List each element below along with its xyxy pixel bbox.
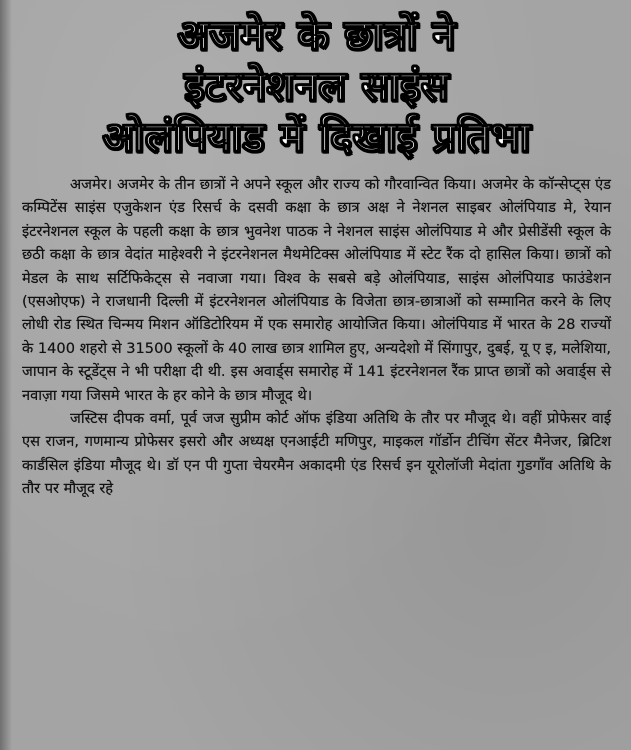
headline-line-3: ओलंपियाड में दिखाई प्रतिभा (102, 113, 531, 161)
article-paragraph-1: अजमेर। अजमेर के तीन छात्रों ने अपने स्कूल और राज्य को गौरवान्वित किया। अजमेर के कॉन्सेप्ट्स एंड कम्पिटेंस साइंस एजुकेशन एंड रिसर्च के दसवी कक्षा के छात्र अक्ष ने नेशनल साइबर ओलंपियाड मे, रेयान इंटरनेशनल स्कूल के पहली कक्षा के छात्र भुवनेश पाठक ने नेशनल साइंस ओलंपियाड मे और प्रेसीडेंसी स्कूल के छठी कक्षा के छात्र वेदांत माहेश्वरी ने इंटरनेशनल मैथमेटिक्स ओलंपियाड में स्टेट रैंक दो हासिल किया। छात्रों को मेडल के साथ सर्टिफिकेट्स से नवाजा गया। विश्व के सबसे बड़े ओलंपियाड, साइंस ओलंपियाड फाउंडेशन (एसओएफ) ने राजधानी दिल्ली में इंटरनेशनल ओलंपियाड के विजेता छात्र-छात्राओं को सम्मानित करने के लिए लोधी रोड स्थित चिन्मय मिशन ऑडिटोरियम में एक समारोह आयोजित किया। ओलंपियाड में भारत के 28 राज्यों के 1400 शहरो से 31500 स्कूलों के 40 लाख छात्र शामिल हुए, अन्यदेशो में सिंगापुर, दुबई, यू ए इ, मलेशिया, जापान के स्टूडेंट्स ने भी परीक्षा दी थी. इस अवार्ड्स समारोह में 141 इंटरनेशनल रैंक प्राप्त छात्रों को अवार्ड्स से नवाज़ा गया जिसमे भारत के हर कोने के छात्र मौजूद थे। (22, 176, 611, 404)
article-body (22, 173, 611, 501)
headline (22, 10, 611, 163)
article-paragraph-2: जस्टिस दीपक वर्मा, पूर्व जज सुप्रीम कोर्ट ऑफ इंडिया अतिथि के तौर पर मौजूद थे। वहीं प्रोफेसर वाई एस राजन, गणमान्य प्रोफेसर इसरो और अध्यक्ष एनआईटी मणिपुर, माइकल गॉर्डोन टीचिंग सेंटर मैनेजर, ब्रिटिश कार्डंसिल इंडिया मौजूद थे। डॉ एन पी गुप्ता चेयरमैन अकादमी एंड रिसर्च इन यूरोलॉजी मेदांता गुडगाँव अतिथि के तौर पर मौजूद रहे (22, 410, 611, 498)
headline-line-2: इंटरनेशनल साइंस (184, 62, 449, 110)
headline-line-1: अजमेर के छात्रों ने (177, 11, 456, 59)
